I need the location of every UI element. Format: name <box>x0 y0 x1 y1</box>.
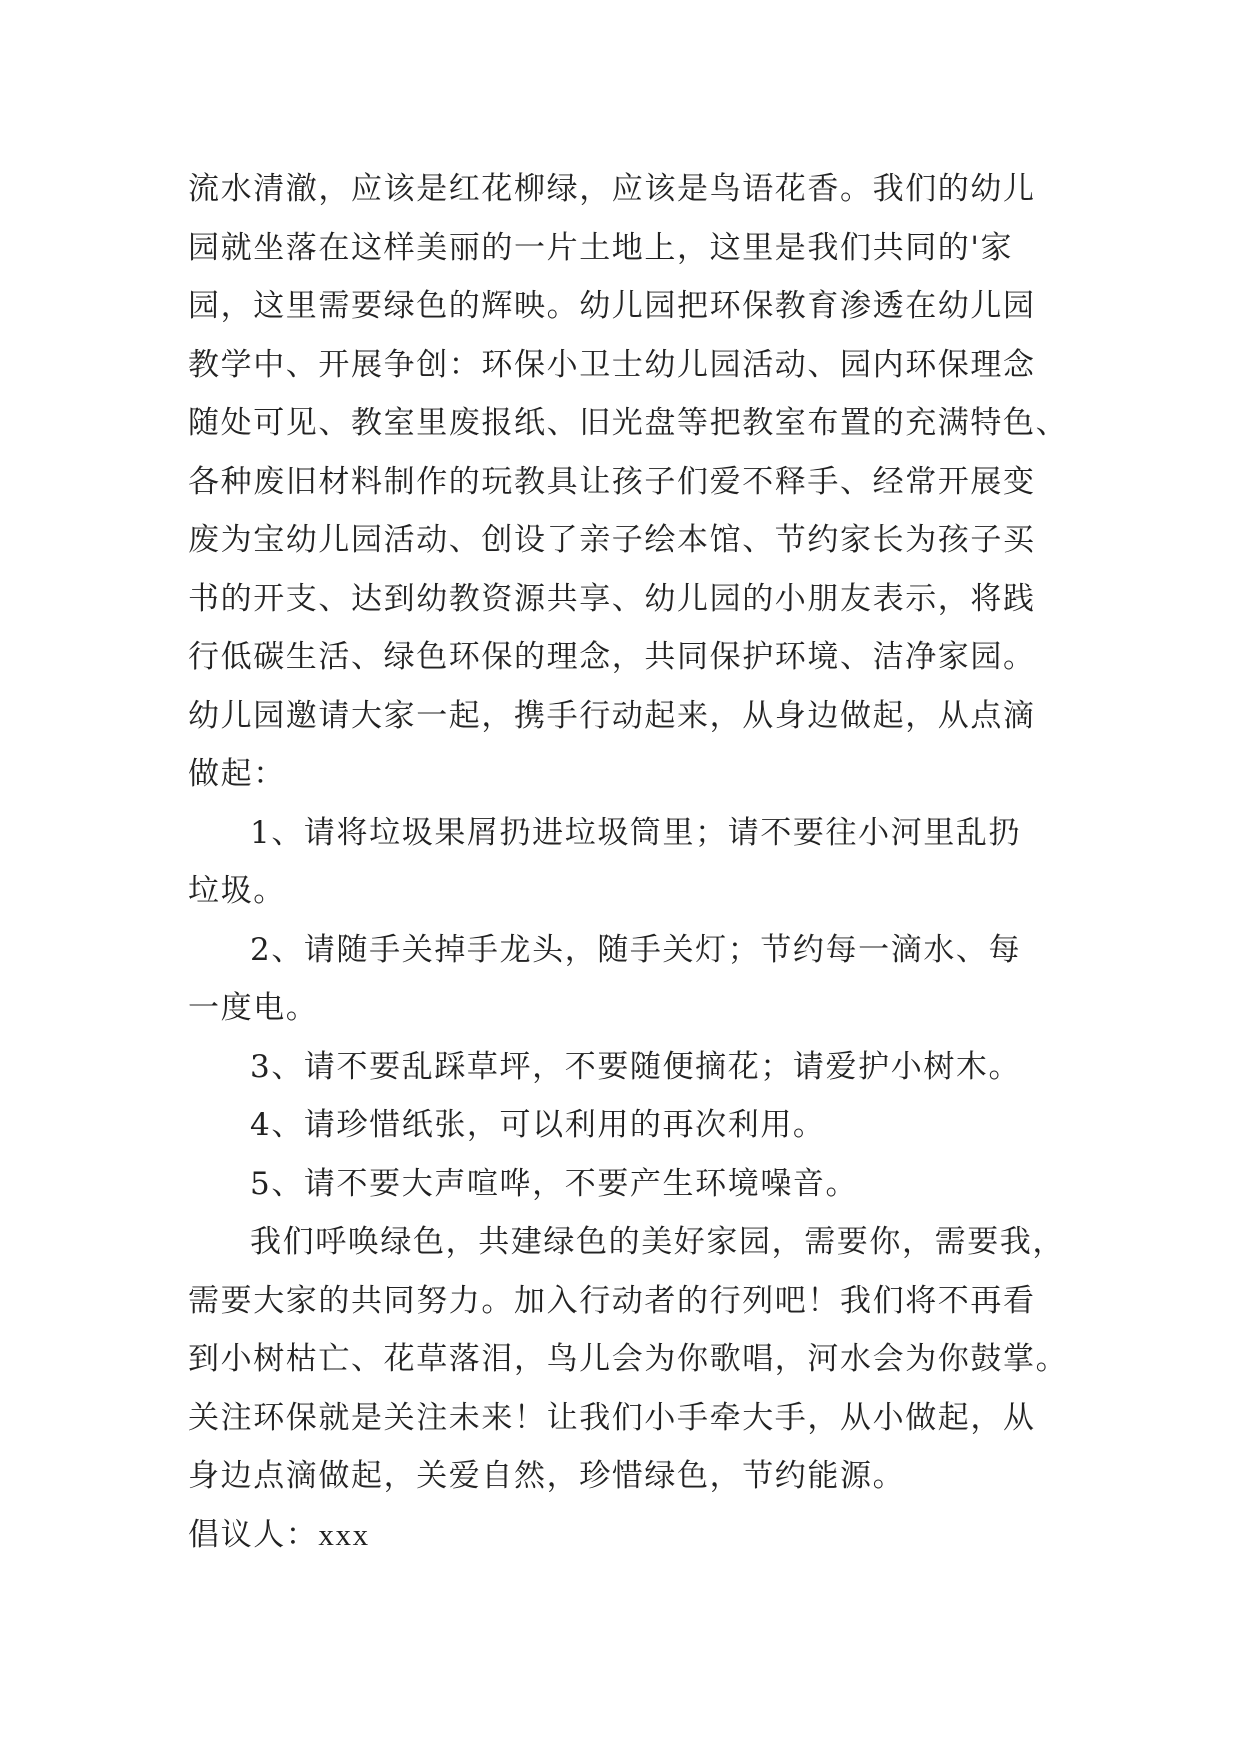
text-line: 做起： <box>188 756 286 792</box>
list-item-line: 一度电。 <box>188 990 319 1026</box>
list-item <box>188 1155 1068 1214</box>
list-item-line: 4、请珍惜纸张，可以利用的再次利用。 <box>250 1107 826 1143</box>
list-item-line: 1、请将垃圾果屑扔进垃圾筒里；请不要往小河里乱扔 <box>250 814 1022 851</box>
closing-paragraph <box>188 1213 1068 1506</box>
list-item <box>188 1096 1068 1155</box>
list-item-line: 5、请不要大声喧哗，不要产生环境噪音。 <box>250 1165 859 1202</box>
text-line: 随处可见、教室里废报纸、旧光盘等把教室布置的充满特色、 <box>188 405 1069 441</box>
text-line: 到小树枯亡、花草落泪，鸟儿会为你歌唱，河水会为你鼓掌。 <box>188 1341 1069 1377</box>
intro-paragraph <box>188 160 1068 804</box>
text-line: 园就坐落在这样美丽的一片土地上，这里是我们共同的'家 <box>188 229 1014 266</box>
list-item-line: 3、请不要乱踩草坪，不要随便摘花；请爱护小树木。 <box>250 1048 1022 1085</box>
list-item <box>188 1038 1068 1097</box>
list-item <box>188 804 1068 921</box>
text-line: 废为宝幼儿园活动、创设了亲子绘本馆、节约家长为孩子买 <box>188 522 1036 558</box>
proposal-list <box>188 804 1068 1214</box>
signature-name: xxx <box>318 1516 370 1552</box>
text-line: 园，这里需要绿色的辉映。幼儿园把环保教育渗透在幼儿园 <box>188 288 1036 324</box>
list-item-line: 垃圾。 <box>188 873 286 909</box>
text-line: 流水清澈，应该是红花柳绿，应该是鸟语花香。我们的幼儿 <box>188 171 1036 207</box>
document-body <box>188 160 1068 1564</box>
text-line: 身边点滴做起，关爱自然，珍惜绿色，节约能源。 <box>188 1458 906 1494</box>
text-line: 幼儿园邀请大家一起，携手行动起来，从身边做起，从点滴 <box>188 697 1036 734</box>
text-line: 书的开支、达到幼教资源共享、幼儿园的小朋友表示，将践 <box>188 580 1036 617</box>
text-line: 各种废旧材料制作的玩教具让孩子们爱不释手、经常开展变 <box>188 463 1036 500</box>
text-line: 关注环保就是关注未来！让我们小手牵大手，从小做起，从 <box>188 1399 1036 1436</box>
text-line: 行低碳生活、绿色环保的理念，共同保护环境、洁净家园。 <box>188 639 1036 675</box>
list-item <box>188 921 1068 1038</box>
list-item-line: 2、请随手关掉手龙头，随手关灯；节约每一滴水、每 <box>250 931 1022 968</box>
text-line: 我们呼唤绿色，共建绿色的美好家园，需要你，需要我， <box>250 1224 1065 1260</box>
text-line: 教学中、开展争创：环保小卫士幼儿园活动、园内环保理念 <box>188 346 1036 383</box>
text-line: 需要大家的共同努力。加入行动者的行列吧！我们将不再看 <box>188 1282 1036 1319</box>
signature <box>188 1506 1068 1565</box>
signature-label: 倡议人： <box>188 1516 319 1553</box>
